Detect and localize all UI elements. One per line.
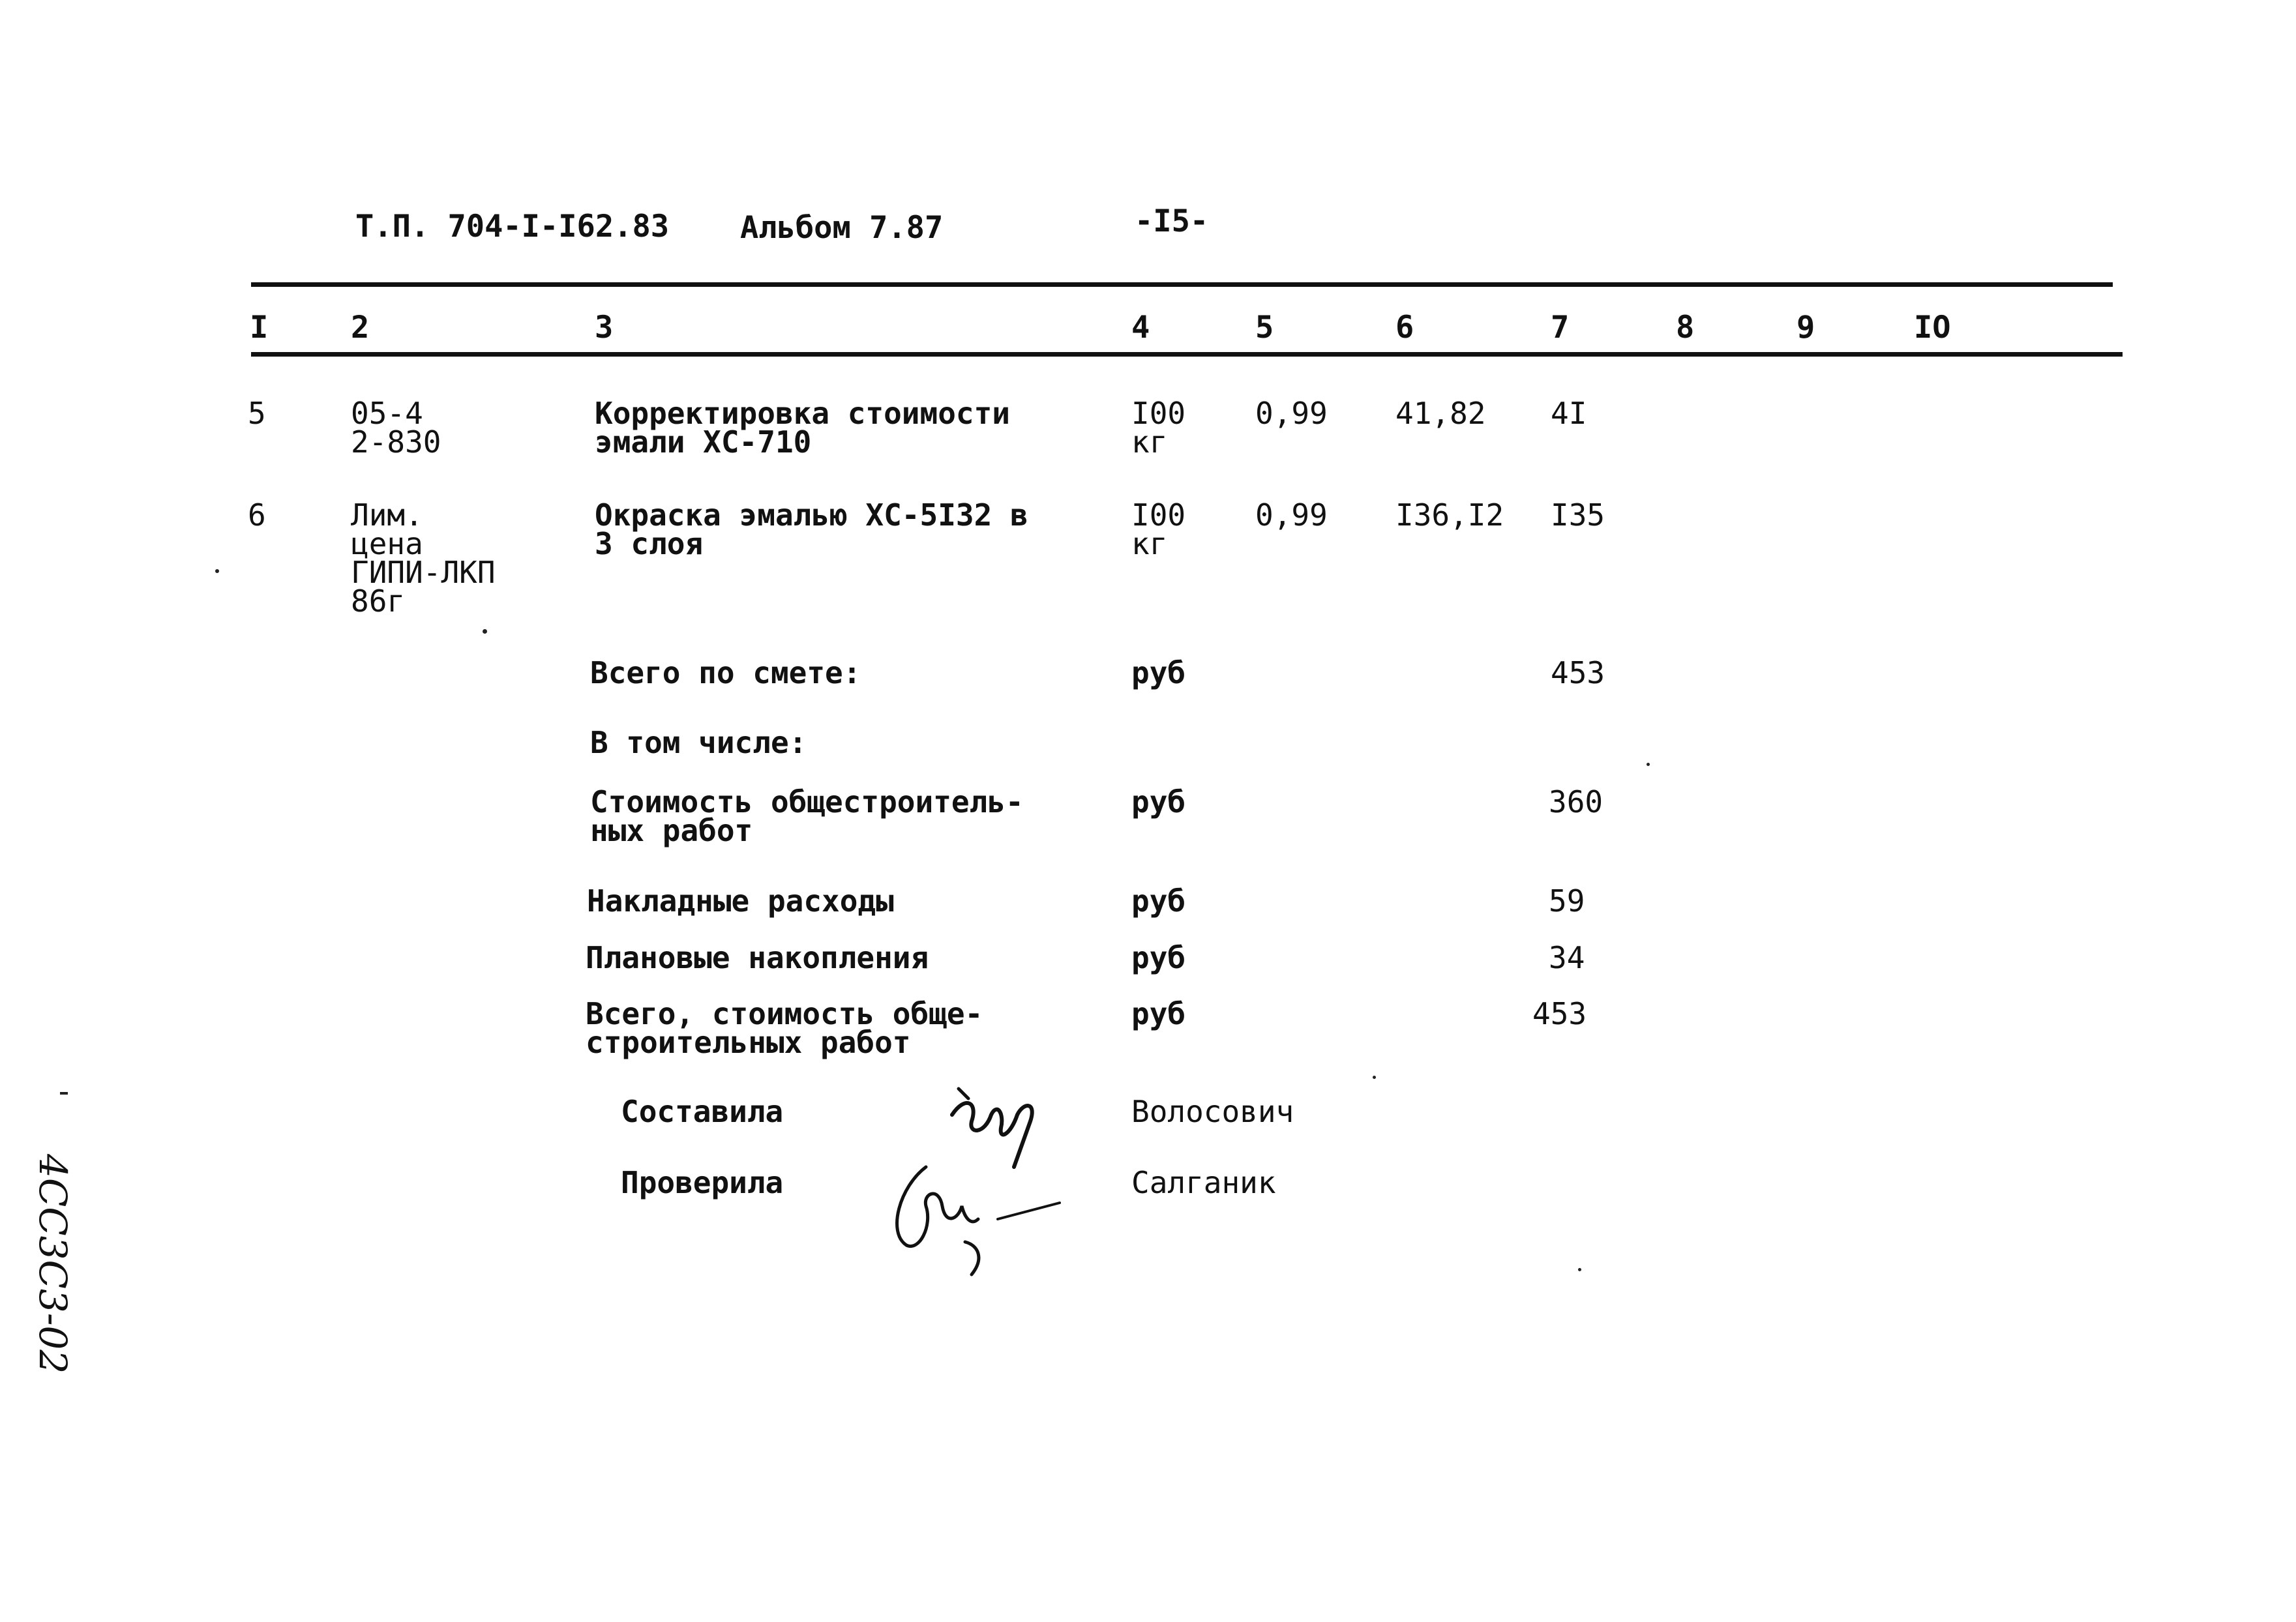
summary-label <box>586 996 983 1060</box>
row-code-line: 86г <box>351 583 406 619</box>
column-header: I <box>250 310 269 346</box>
row-number: 6 <box>248 497 266 533</box>
checker-signature <box>874 1147 1069 1278</box>
row-unit <box>1131 497 1186 561</box>
scan-speck <box>1647 763 1650 766</box>
row-total: 4I <box>1551 396 1587 431</box>
row-price: I36,I2 <box>1395 497 1504 533</box>
summary-unit: руб <box>1131 655 1186 690</box>
row-total: I35 <box>1551 497 1605 533</box>
column-header: 7 <box>1551 310 1570 346</box>
top-rule <box>251 282 2113 287</box>
row-name-line: Окраска эмалью ХС-5I32 в <box>595 497 1028 533</box>
scan-speck <box>1578 1268 1581 1271</box>
summary-label-line: ных работ <box>590 813 753 848</box>
row-quantity: 0,99 <box>1255 497 1328 533</box>
summary-unit: руб <box>1131 996 1186 1031</box>
summary-unit: руб <box>1131 940 1186 975</box>
row-quantity: 0,99 <box>1255 396 1328 431</box>
row-unit <box>1131 396 1186 460</box>
row-code-line: 05-4 <box>351 396 423 431</box>
row-unit-line: I00 <box>1131 396 1186 431</box>
compiled-by-label: Составила <box>621 1094 784 1129</box>
row-code <box>351 497 496 619</box>
summary-label: В том числе: <box>590 725 807 760</box>
row-name-line: 3 слоя <box>595 526 704 561</box>
summary-label <box>590 784 1024 848</box>
row-name-line: Корректировка стоимости <box>595 396 1010 431</box>
summary-unit: руб <box>1131 784 1186 819</box>
row-price: 41,82 <box>1395 396 1486 431</box>
row-code-line: ГИПИ-ЛКП <box>351 555 496 590</box>
row-unit-line: кг <box>1131 526 1168 561</box>
summary-value: 34 <box>1549 940 1585 975</box>
summary-label: Всего по смете: <box>590 655 861 690</box>
summary-label-line: Всего, стоимость обще- <box>586 996 983 1031</box>
column-header: 5 <box>1255 310 1274 346</box>
scan-speck <box>60 1092 68 1095</box>
summary-value: 453 <box>1532 996 1587 1031</box>
column-header: 8 <box>1676 310 1695 346</box>
summary-value: 360 <box>1549 784 1603 819</box>
row-code <box>351 396 441 460</box>
margin-note: 4CC3C3-02 <box>31 1154 75 1374</box>
doc-reference: Т.П. 704-I-I62.83 <box>355 209 670 244</box>
header-rule <box>251 352 2123 357</box>
row-code-line: цена <box>351 526 423 561</box>
summary-label: Плановые накопления <box>586 940 929 975</box>
row-name-line: эмали ХС-710 <box>595 424 812 460</box>
album-label: Альбом 7.87 <box>740 210 944 246</box>
row-unit-line: кг <box>1131 424 1168 460</box>
scan-speck <box>1373 1076 1376 1079</box>
column-header: 4 <box>1131 310 1150 346</box>
summary-label: Накладные расходы <box>587 883 894 919</box>
page-number: -I5- <box>1135 203 1209 239</box>
scan-speck <box>215 569 219 573</box>
summary-label-line: строительных работ <box>586 1025 911 1060</box>
row-code-line: 2-830 <box>351 424 441 460</box>
column-header: 2 <box>351 310 370 346</box>
row-name <box>595 396 1010 460</box>
summary-label-line: Стоимость общестроитель- <box>590 784 1024 819</box>
checker-name: Салганик <box>1131 1165 1276 1200</box>
summary-value: 59 <box>1549 883 1585 919</box>
column-header: 3 <box>595 310 614 346</box>
row-code-line: Лим. <box>351 497 423 533</box>
row-number: 5 <box>248 396 266 431</box>
column-header: IO <box>1914 310 1951 346</box>
column-header: 6 <box>1395 310 1414 346</box>
row-name <box>595 497 1028 561</box>
row-unit-line: I00 <box>1131 497 1186 533</box>
scan-speck <box>483 629 487 634</box>
summary-value: 453 <box>1551 655 1605 690</box>
compiler-name: Волосович <box>1131 1094 1294 1129</box>
checked-by-label: Проверила <box>621 1165 784 1200</box>
summary-unit: руб <box>1131 883 1186 919</box>
column-header: 9 <box>1797 310 1815 346</box>
